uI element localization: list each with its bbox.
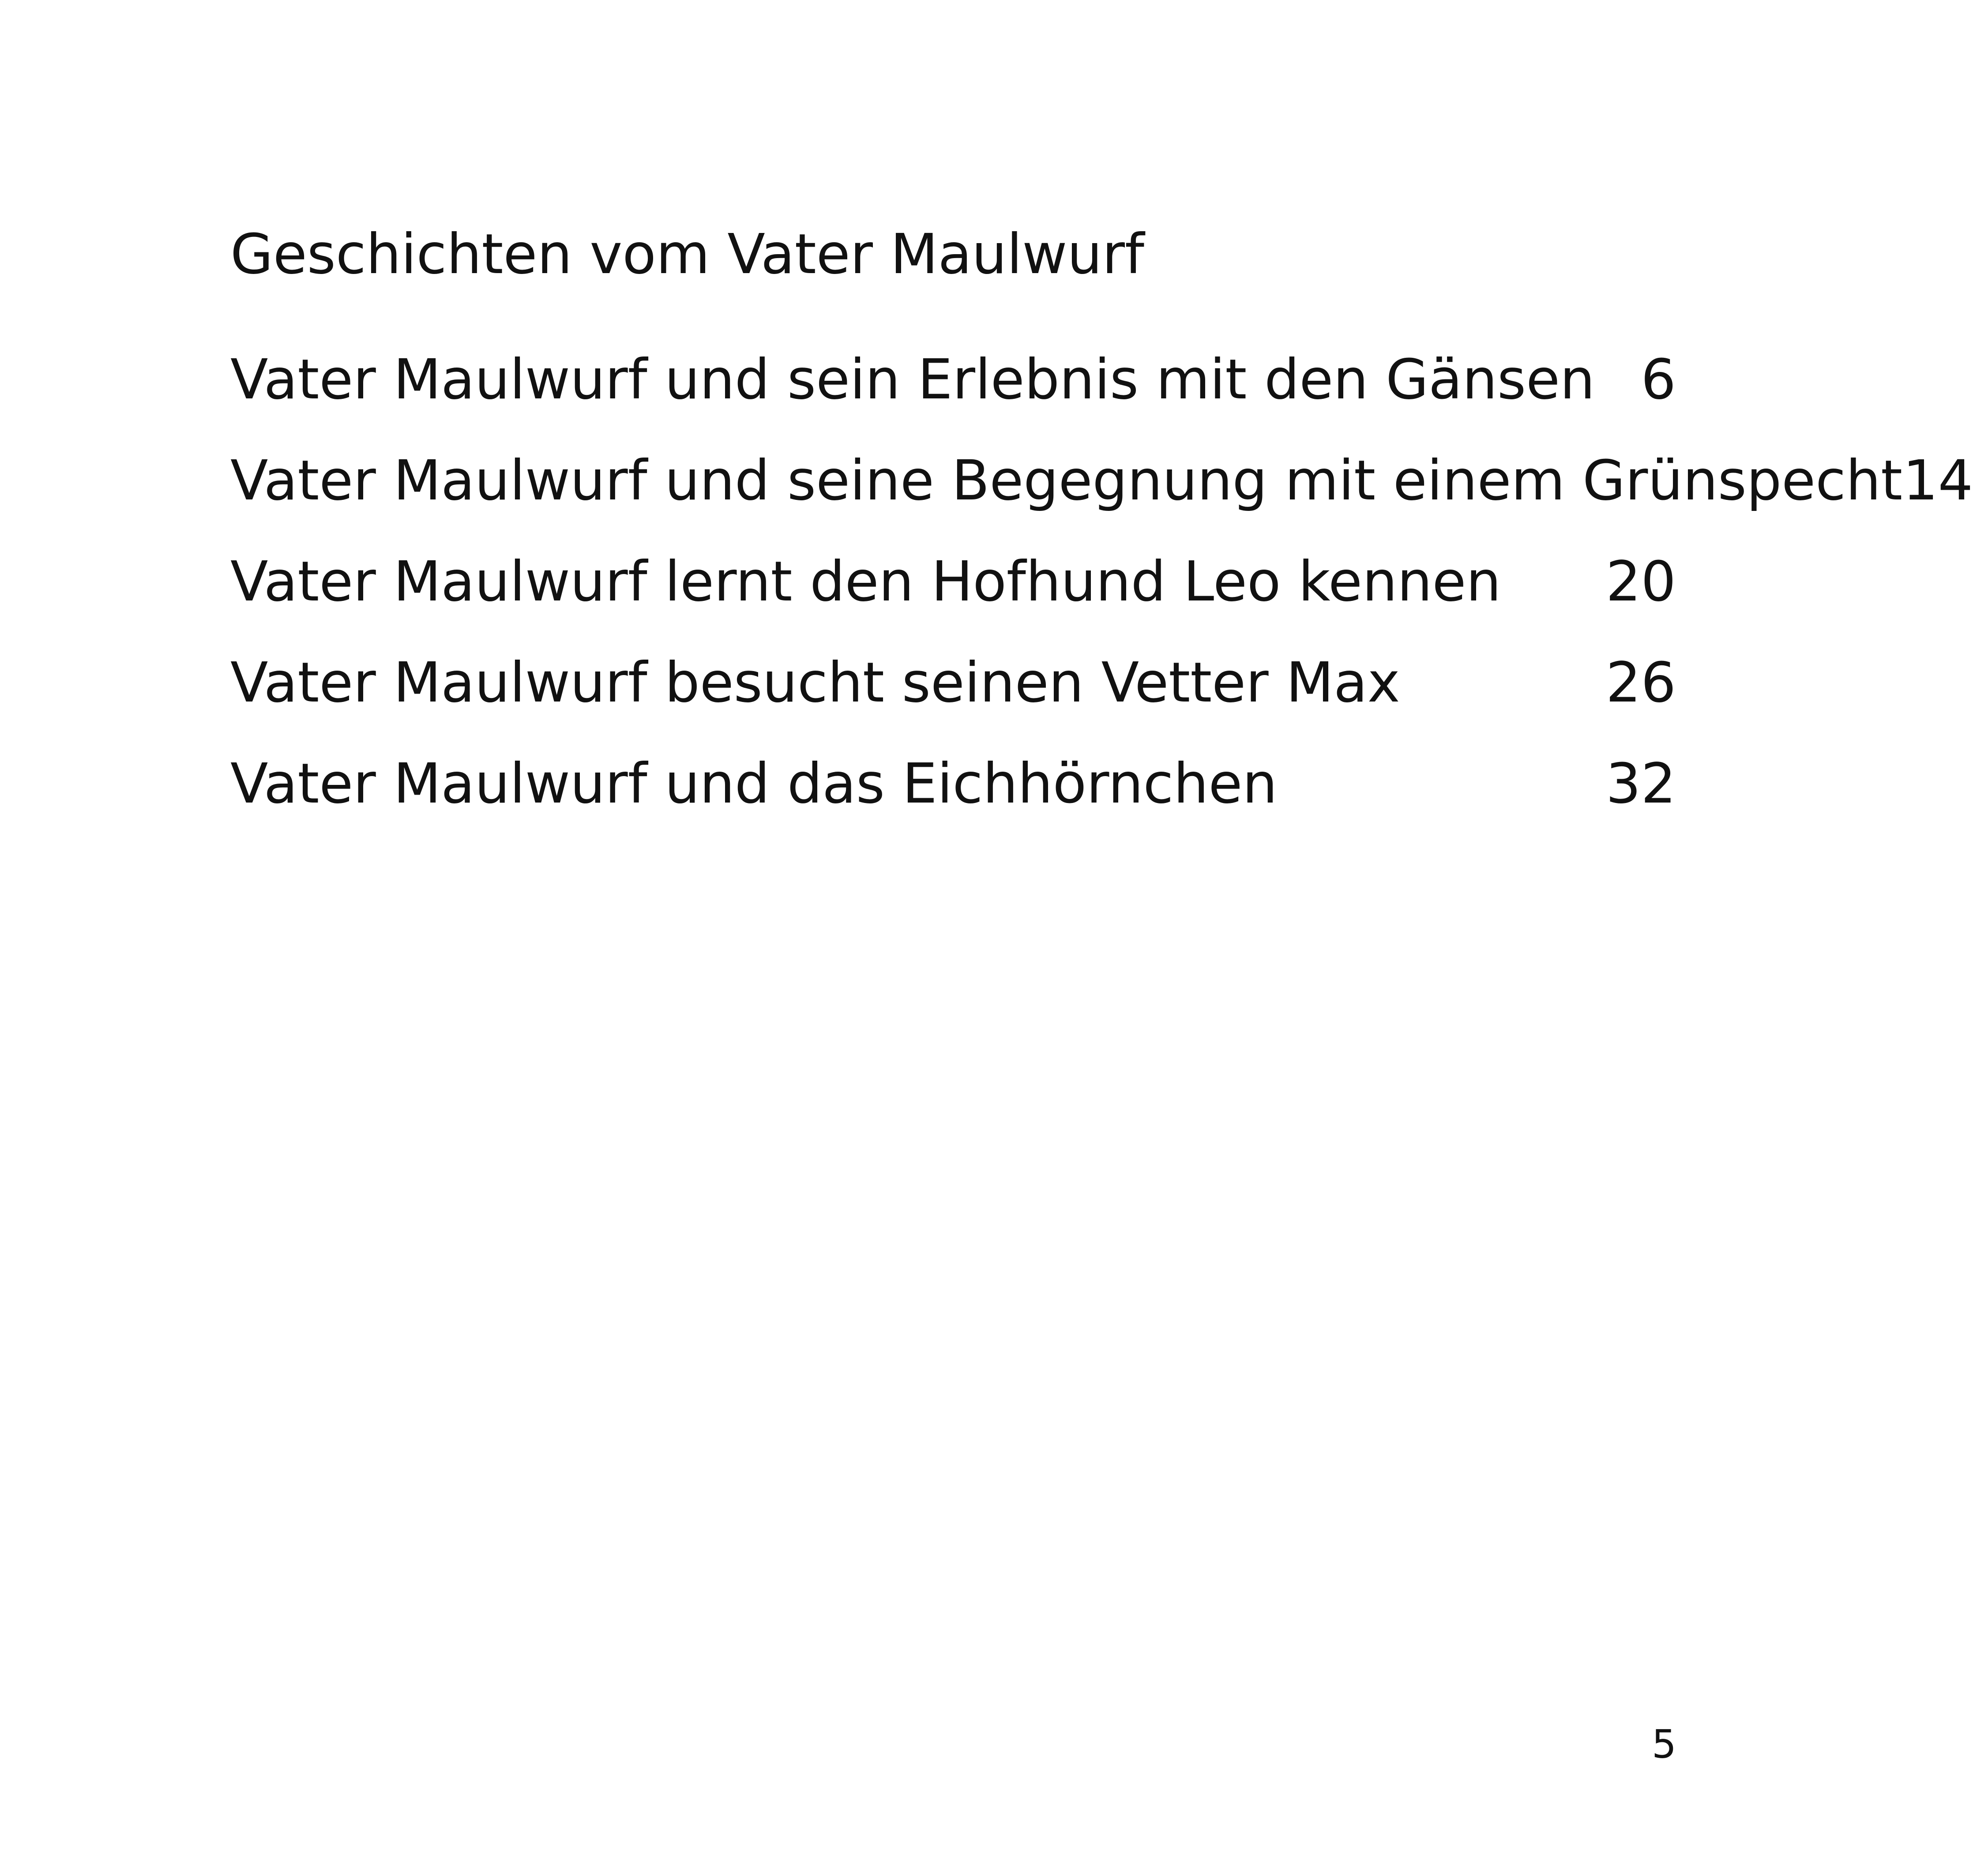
- page-number: 5: [1652, 1722, 1676, 1767]
- toc-entry-title: Vater Maulwurf und seine Begegnung mit einem Grünspecht: [230, 449, 1903, 513]
- toc-entry: [230, 348, 1676, 453]
- toc-entry-page: 20: [1605, 550, 1676, 614]
- toc-entry: [230, 752, 1676, 857]
- table-of-contents: [230, 348, 1973, 857]
- toc-entry: [230, 651, 1676, 756]
- toc-entry-title: Vater Maulwurf und sein Erlebnis mit den Gänsen: [230, 348, 1595, 412]
- toc-entry-page: 14: [1903, 449, 1973, 513]
- toc-entry-page: 26: [1605, 651, 1676, 715]
- book-title: Geschichten vom Vater Maulwurf: [230, 222, 1145, 286]
- toc-entry-page: 32: [1605, 752, 1676, 816]
- toc-entry-title: Vater Maulwurf und das Eichhörnchen: [230, 752, 1278, 816]
- toc-entry-page: 6: [1641, 348, 1676, 412]
- toc-entry: [230, 449, 1973, 554]
- toc-entry-title: Vater Maulwurf besucht seinen Vetter Max: [230, 651, 1400, 715]
- toc-entry-title: Vater Maulwurf lernt den Hofhund Leo kennen: [230, 550, 1501, 614]
- toc-entry: [230, 550, 1676, 655]
